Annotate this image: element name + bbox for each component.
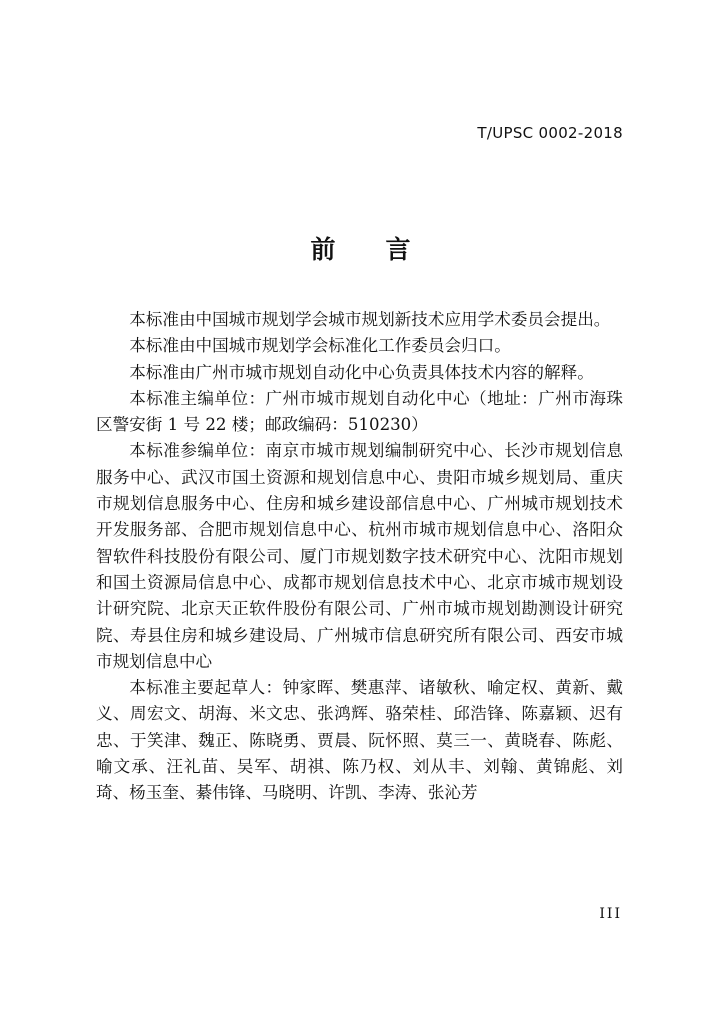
paragraph-chief-editor: 本标准主编单位：广州市城市规划自动化中心（地址：广州市海珠区警安街 1 号 22 楼；邮政编码：510230） (96, 388, 623, 435)
paragraph-administrator: 本标准由中国城市规划学会标准化工作委员会归口。 (129, 336, 511, 356)
page-title (0, 230, 721, 266)
paragraph-participating-units: 本标准参编单位：南京市城市规划编制研究中心、长沙市规划信息服务中心、武汉市国土资源和规划信息中心、贵阳市城乡规划局、重庆市规划信息服务中心、住房和城乡建设部信息中心、广州城市规划技术开发服务部、合肥市规划信息中心、杭州市城市规划信息中心、洛阳众智软件科技股份有限公司、厦门市规划数字技术研究中心、沈阳市规划和国土资源局信息中心、成都市规划信息技术中心、北京市城市规划设计研究院、北京天正软件股份有限公司、广州市城市规划勘测设计研究院、寿县住房和城乡建设局、广州城市信息研究所有限公司、西安市城市规划信息中心 (96, 441, 623, 671)
paragraph-interpreter: 本标准由广州市城市规划自动化中心负责具体技术内容的解释。 (129, 362, 594, 382)
paragraph-drafters: 本标准主要起草人：钟家晖、樊惠萍、诸敏秋、喻定权、黄新、戴义、周宏文、胡海、米文忠、张鸿辉、骆荣桂、邱浩锋、陈嘉颖、迟有忠、于笑津、魏正、陈晓勇、贾晨、阮怀照、莫三一、黄晓春、陈彪、喻文承、汪礼苗、吴军、胡祺、陈乃权、刘从丰、刘翰、黄锦彪、刘琦、杨玉奎、綦伟锋、马晓明、许凯、李涛、张沁芳 (96, 678, 623, 803)
page-number: III (599, 906, 622, 922)
paragraph-proposer: 本标准由中国城市规划学会城市规划新技术应用学术委员会提出。 (129, 310, 611, 329)
title-char-1: 前 (310, 235, 336, 264)
preface-body (96, 307, 623, 807)
title-char-2: 言 (385, 235, 411, 264)
document-code: T/UPSC 0002-2018 (477, 124, 623, 142)
